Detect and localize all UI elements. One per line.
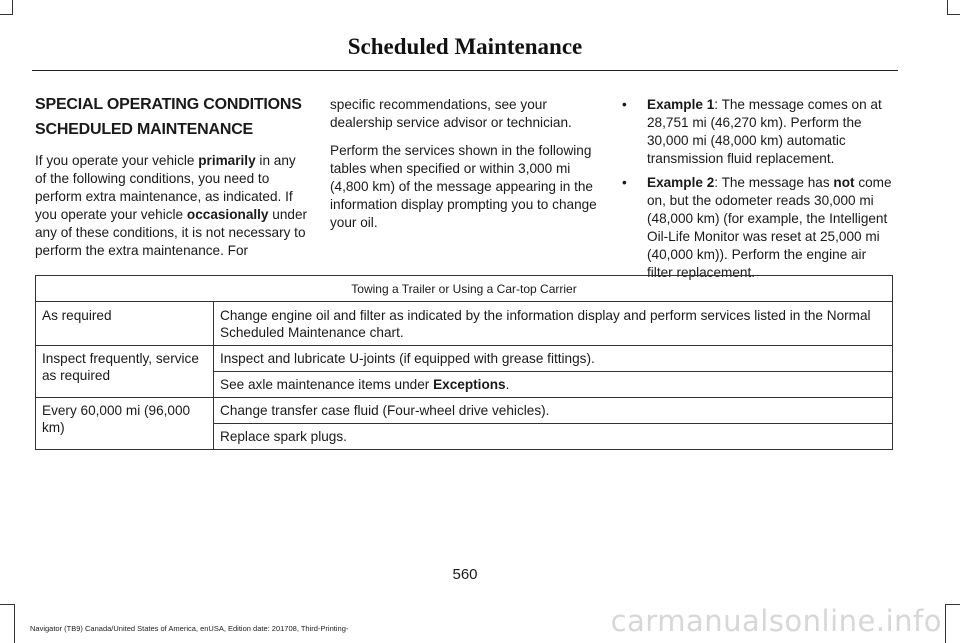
maintenance-table [35,275,893,450]
crop-mark-bottom-right [945,604,960,643]
crop-mark-top-right [947,0,960,15]
examples-list [620,96,895,282]
section-heading-scheduled-maintenance: SCHEDULED MAINTENANCE [35,121,254,138]
table-row [36,398,893,424]
header-divider [32,70,898,71]
list-item-example-2 [620,174,895,282]
services-paragraph: Perform the services shown in the following tables when specified or within 3,000 mi (4,800 km) of the message appearing in the information display prompting you to change your oil. [330,143,597,230]
bullet-icon: • [622,175,627,190]
action-text: See axle maintenance items under [220,377,434,392]
right-column [620,96,895,288]
example-1-text: : The message comes on at 28,751 mi (46,270 km). Perform the 30,000 mi (48,000 km) automatic transmission fluid replacement. [647,97,882,166]
example-1-label: Example 1 [647,97,715,112]
action-text-suffix: . [505,377,510,392]
list-item-example-1 [620,96,895,168]
table-row [36,346,893,372]
left-column [35,95,308,270]
page-title: Scheduled Maintenance [347,34,583,59]
interval-cell: Every 60,000 mi (96,000 km) [36,398,214,450]
intro-text-3: under any of these conditions, it is not necessary to perform the extra maintenance. For [35,207,308,258]
action-cell: Change transfer case fluid (Four-wheel drive vehicles). [214,398,893,424]
example-2-bold-not: not [833,175,855,190]
bullet-icon: • [622,97,627,112]
intro-bold-occasionally: occasionally [186,207,269,222]
action-cell: Inspect and lubricate U-joints (if equipped with grease fittings). [214,346,893,372]
intro-bold-primarily: primarily [198,153,256,168]
example-2-label: Example 2 [647,175,715,190]
intro-paragraph [35,152,308,260]
table-row [36,302,893,346]
crop-mark-bottom-left [0,604,15,643]
intro-text-2: in any of the following conditions, you need to perform extra maintenance, as indicated. If you operate your vehicle [35,153,296,222]
table-header-row [36,276,893,302]
interval-cell: Inspect frequently, service as required [36,346,214,398]
edition-footer: Navigator (TB9) Canada/United States of America, enUSA, Edition date: 201708, Third-Printing- [30,624,349,633]
interval-cell: As required [36,302,214,346]
intro-text-1: If you operate your vehicle [35,153,199,168]
section-heading-special-conditions: SPECIAL OPERATING CONDITIONS [35,96,302,113]
action-cell [214,372,893,398]
watermark: carmanualsonline.info [610,604,942,638]
table-title: Towing a Trailer or Using a Car-top Carrier [36,276,893,302]
action-cell: Replace spark plugs. [214,424,893,450]
action-cell: Change engine oil and filter as indicated by the information display and perform services listed in the Normal Scheduled Maintenance chart. [214,302,893,346]
example-2-text-a: : The message has [714,175,834,190]
exceptions-reference: Exceptions [433,377,506,392]
example-2-text-b: come on, but the odometer reads 30,000 mi (48,000 km) (for example, the Intelligent Oil-Life Monitor was reset at 25,000 mi (40,000 km)). Perform the engine air filter replacement. [647,175,892,280]
crop-mark-top-left [0,0,13,15]
recommendations-paragraph: specific recommendations, see your dealership service advisor or technician. [330,97,572,130]
page-number: 560 [452,566,478,583]
middle-column [330,96,603,242]
